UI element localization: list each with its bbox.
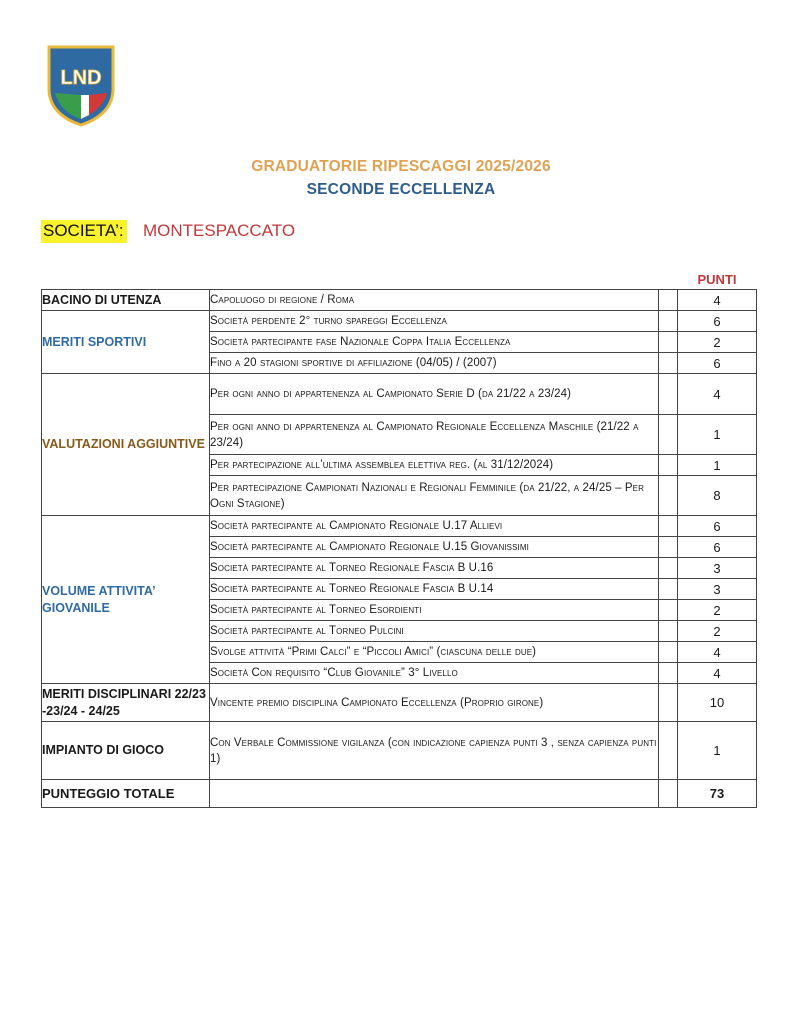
category-giovanile: VOLUME ATTIVITA’ GIOVANILE xyxy=(42,516,210,684)
points-column-header: PUNTI xyxy=(697,272,737,287)
criterion-desc: Per partecipazione all’ultima assemblea elettiva reg. (al 31/12/2024) xyxy=(210,455,659,476)
criterion-points: 4 xyxy=(678,663,757,684)
criterion-points: 4 xyxy=(678,290,757,311)
criterion-points: 6 xyxy=(678,537,757,558)
criterion-desc: Svolge attività “Primi Calci” e “Piccoli Amici” (ciascuna delle due) xyxy=(210,642,659,663)
criterion-desc: Società partecipante al Campionato Regionale U.17 Allievi xyxy=(210,516,659,537)
svg-text:LND: LND xyxy=(60,67,102,89)
societa-name: MONTESPACCATO xyxy=(143,221,296,240)
criterion-points: 6 xyxy=(678,353,757,374)
total-row xyxy=(42,780,757,808)
criterion-points: 2 xyxy=(678,621,757,642)
criterion-points: 4 xyxy=(678,642,757,663)
lnd-logo-lettering xyxy=(60,67,101,89)
criterion-desc: Società perdente 2° turno spareggi Eccellenza xyxy=(210,311,659,332)
criterion-desc: Società partecipante al Torneo Esordienti xyxy=(210,600,659,621)
table-row xyxy=(42,684,757,722)
criterion-desc: Capoluogo di regione / Roma xyxy=(210,290,659,311)
criterion-points: 1 xyxy=(678,722,757,780)
criterion-desc: Società partecipante fase Nazionale Coppa Italia Eccellenza xyxy=(210,332,659,353)
table-row xyxy=(42,722,757,780)
societa-label: SOCIETA’: xyxy=(41,220,127,243)
category-bacino: BACINO DI UTENZA xyxy=(42,290,210,311)
criterion-points: 3 xyxy=(678,558,757,579)
table-row xyxy=(42,311,757,332)
criterion-desc: Per partecipazione Campionati Nazionali e Regionali Femminile (da 21/22, a 24/25 – Per Ogni Stagione) xyxy=(210,476,659,516)
criterion-points: 3 xyxy=(678,579,757,600)
category-impianto: IMPIANTO DI GIOCO xyxy=(42,722,210,780)
criterion-desc: Società partecipante al Campionato Regionale U.15 Giovanissimi xyxy=(210,537,659,558)
criterion-points: 6 xyxy=(678,516,757,537)
criterion-points: 2 xyxy=(678,332,757,353)
criterion-desc: Vincente premio disciplina Campionato Eccellenza (Proprio girone) xyxy=(210,684,659,722)
criterion-desc: Per ogni anno di appartenenza al Campionato Serie D (da 21/22 a 23/24) xyxy=(210,374,659,415)
criterion-desc: Società Con requisito “Club Giovanile” 3° Livello xyxy=(210,663,659,684)
criterion-points: 4 xyxy=(678,374,757,415)
criterion-points: 6 xyxy=(678,311,757,332)
criterion-points: 8 xyxy=(678,476,757,516)
table-row xyxy=(42,290,757,311)
lnd-logo xyxy=(45,43,117,127)
criterion-desc: Con Verbale Commissione vigilanza (con indicazione capienza punti 3 , senza capienza punti 1) xyxy=(210,722,659,780)
criterion-points: 1 xyxy=(678,415,757,455)
category-disciplinari: MERITI DISCIPLINARI 22/23 -23/24 - 24/25 xyxy=(42,684,210,722)
ranking-table xyxy=(41,289,757,808)
total-points: 73 xyxy=(678,780,757,808)
criterion-desc: Fino a 20 stagioni sportive di affiliazione (04/05) / (2007) xyxy=(210,353,659,374)
ranking-subtitle: SECONDE ECCELLENZA xyxy=(306,181,496,198)
criterion-desc: Società partecipante al Torneo Regionale Fascia B U.16 xyxy=(210,558,659,579)
category-meriti-sportivi: MERITI SPORTIVI xyxy=(42,311,210,374)
criterion-desc: Società partecipante al Torneo Pulcini xyxy=(210,621,659,642)
criterion-desc: Società partecipante al Torneo Regionale Fascia B U.14 xyxy=(210,579,659,600)
total-label: PUNTEGGIO TOTALE xyxy=(42,780,210,808)
table-row xyxy=(42,374,757,415)
table-row xyxy=(42,516,757,537)
criterion-points: 1 xyxy=(678,455,757,476)
criterion-points: 2 xyxy=(678,600,757,621)
criterion-desc: Per ogni anno di appartenenza al Campionato Regionale Eccellenza Maschile (21/22 a 23/24) xyxy=(210,415,659,455)
category-valutazioni: VALUTAZIONI AGGIUNTIVE xyxy=(42,374,210,516)
ranking-title: GRADUATORIE RIPESCAGGI 2025/2026 xyxy=(251,158,551,175)
criterion-points: 10 xyxy=(678,684,757,722)
